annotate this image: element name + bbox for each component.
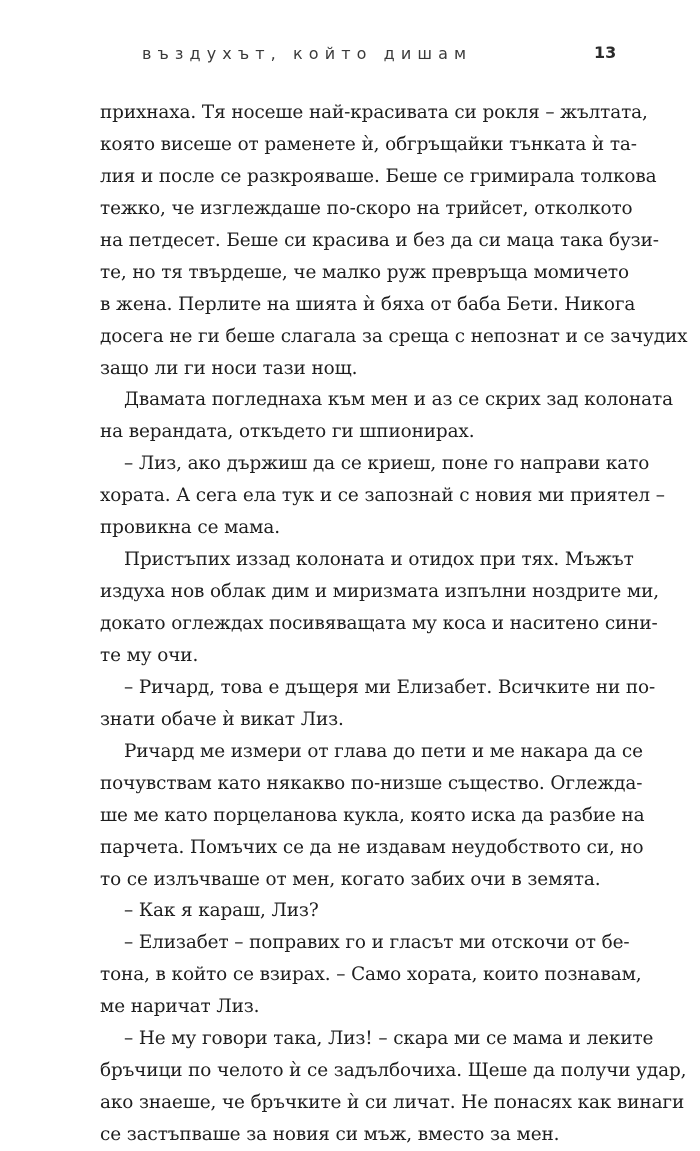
text-line: – Как я караш, Лиз? bbox=[124, 900, 319, 922]
text-line: в жена. Перлите на шията ѝ бяха от баба Бети. Никога bbox=[100, 293, 636, 315]
text-line: прихнаха. Тя носеше най-красивата си рокля – жълтата, bbox=[100, 102, 648, 123]
text-line: бръчици по челото ѝ се задълбочиха. Щеше да получи удар, bbox=[100, 1060, 687, 1082]
text-line: ме наричат Лиз. bbox=[100, 996, 260, 1018]
text-line: знати обаче ѝ викат Лиз. bbox=[100, 708, 344, 730]
text-line: ше ме като порцеланова кукла, която иска да разбие на bbox=[100, 804, 645, 826]
text-line: Двамата погледнаха към мен и аз се скрих зад колоната bbox=[124, 389, 673, 411]
body-text bbox=[100, 97, 688, 1151]
text-line: се застъпваше за новия си мъж, вместо за мен. bbox=[100, 1124, 560, 1145]
text-line: лия и после се разкрояваше. Беше се гримирала толкова bbox=[100, 165, 657, 187]
text-line: на петдесет. Беше си красива и без да си маца така бузи- bbox=[100, 229, 659, 251]
text-line: ако знаеше, че бръчките ѝ си личат. Не понасях как винаги bbox=[100, 1092, 685, 1114]
text-line: – Елизабет – поправих го и гласът ми отскочи от бе- bbox=[124, 932, 630, 954]
text-line: тежко, че изглеждаше по-скоро на трийсет, отколкото bbox=[100, 197, 633, 219]
text-line: почувствам като някакво по-низше същество. Оглежда- bbox=[100, 772, 643, 794]
text-line: защо ли ги носи тази нощ. bbox=[100, 357, 358, 379]
text-line: издуха нов облак дим и миризмата изпълни ноздрите ми, bbox=[100, 581, 660, 603]
text-line: парчета. Помъчих се да не издавам неудобството си, но bbox=[100, 836, 644, 858]
text-line: Пристъпих иззад колоната и отидох при тях. Мъжът bbox=[124, 549, 634, 571]
text-line: – Не му говори така, Лиз! – скара ми се мама и леките bbox=[124, 1028, 654, 1050]
text-line: то се излъчваше от мен, когато забих очи в земята. bbox=[100, 868, 601, 890]
text-line: докато оглеждах посивяващата му коса и наситено сини- bbox=[100, 613, 658, 634]
running-head-title: въздухът, който дишам bbox=[142, 44, 473, 63]
text-line: – Ричард, това е дъщеря ми Елизабет. Всичките ни по- bbox=[124, 676, 656, 698]
text-line: тона, в който се взирах. – Само хората, които познавам, bbox=[100, 964, 642, 986]
text-line: досега не ги беше слагала за среща с непознат и се зачудих bbox=[100, 325, 688, 347]
page-number: 13 bbox=[594, 43, 617, 62]
text-line: хората. А сега ела тук и се запознай с новия ми приятел – bbox=[100, 485, 665, 507]
text-line: която висеше от раменете ѝ, обгръщайки тънката ѝ та- bbox=[100, 133, 637, 155]
text-line: – Лиз, ако държиш да се криеш, поне го направи като bbox=[124, 453, 650, 475]
running-head bbox=[0, 44, 700, 70]
text-line: на верандата, откъдето ги шпионирах. bbox=[100, 421, 475, 443]
text-line: провикна се мама. bbox=[100, 517, 280, 539]
text-line: Ричард ме измери от глава до пети и ме накара да се bbox=[124, 740, 643, 762]
text-line: те му очи. bbox=[100, 644, 199, 666]
text-line: те, но тя твърдеше, че малко руж превръща момичето bbox=[100, 261, 629, 283]
